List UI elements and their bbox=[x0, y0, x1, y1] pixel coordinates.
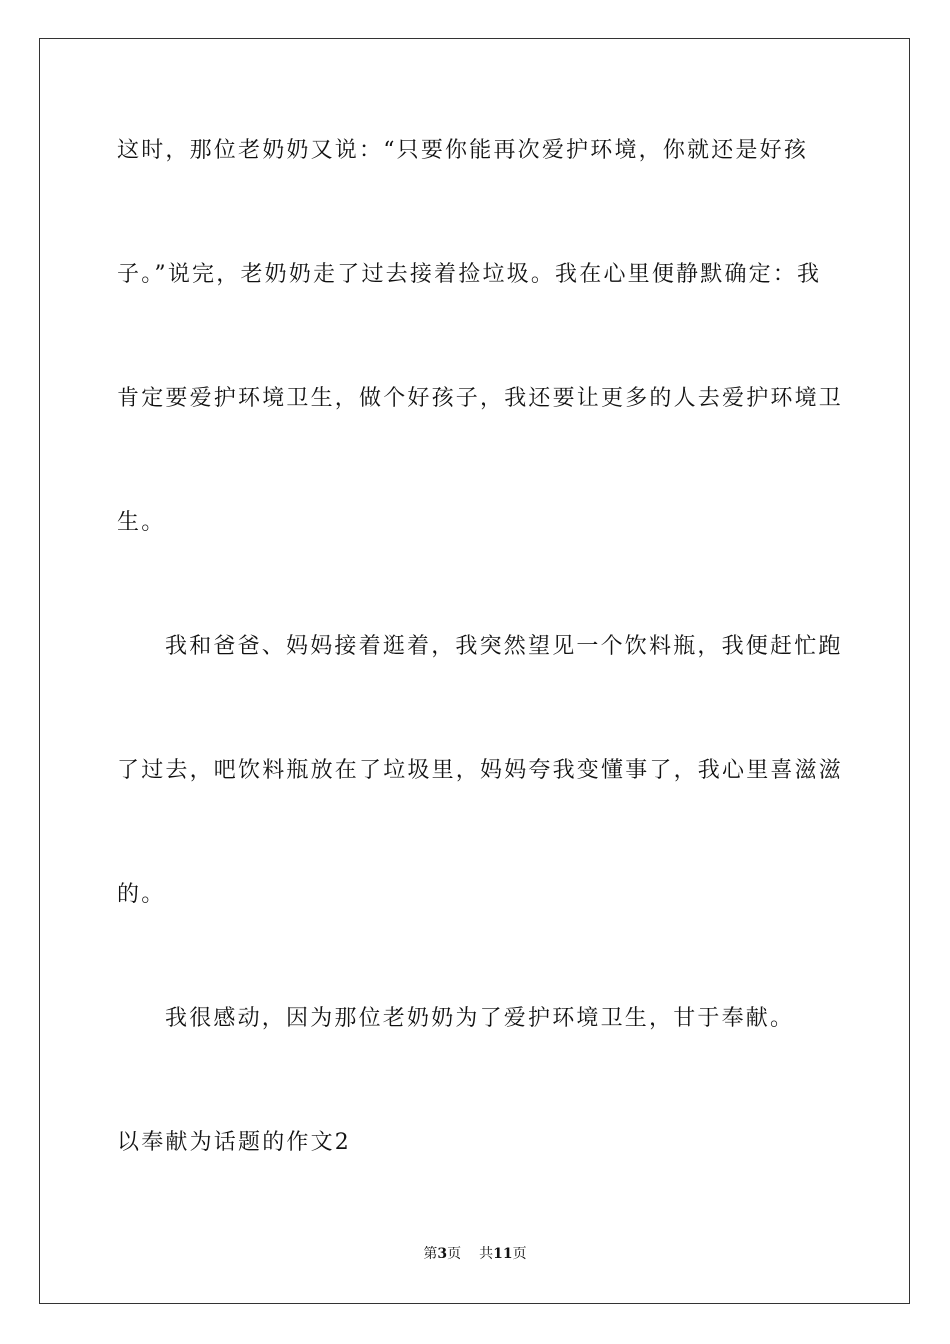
section-title: 以奉献为话题的作文2 bbox=[117, 1130, 351, 1155]
page-prefix: 第 bbox=[423, 1246, 438, 1262]
paragraph-line: 生。 bbox=[117, 510, 166, 535]
paragraph-line: 的。 bbox=[117, 882, 166, 907]
paragraph-line: 子。”说完，老奶奶走了过去接着捡垃圾。我在心里便静默确定：我 bbox=[117, 262, 822, 287]
paragraph-line: 我很感动，因为那位老奶奶为了爱护环境卫生，甘于奉献。 bbox=[165, 1006, 795, 1031]
page-border bbox=[39, 38, 910, 1304]
paragraph-line: 了过去，吧饮料瓶放在了垃圾里，妈妈夸我变懂事了，我心里喜滋滋 bbox=[117, 758, 844, 783]
paragraph-line: 我和爸爸、妈妈接着逛着，我突然望见一个饮料瓶，我便赶忙跑 bbox=[165, 634, 843, 659]
paragraph-line: 这时，那位老奶奶又说：“只要你能再次爱护环境，你就还是好孩 bbox=[117, 138, 809, 163]
page-suffix: 页 bbox=[447, 1246, 462, 1262]
paragraph-line: 肯定要爱护环境卫生，做个好孩子，我还要让更多的人去爱护环境卫 bbox=[117, 386, 844, 411]
total-pages: 11 bbox=[493, 1246, 513, 1262]
total-suffix: 页 bbox=[512, 1246, 527, 1262]
page-footer bbox=[0, 1244, 950, 1264]
page-number: 3 bbox=[437, 1246, 448, 1262]
total-prefix: 共 bbox=[479, 1246, 494, 1262]
